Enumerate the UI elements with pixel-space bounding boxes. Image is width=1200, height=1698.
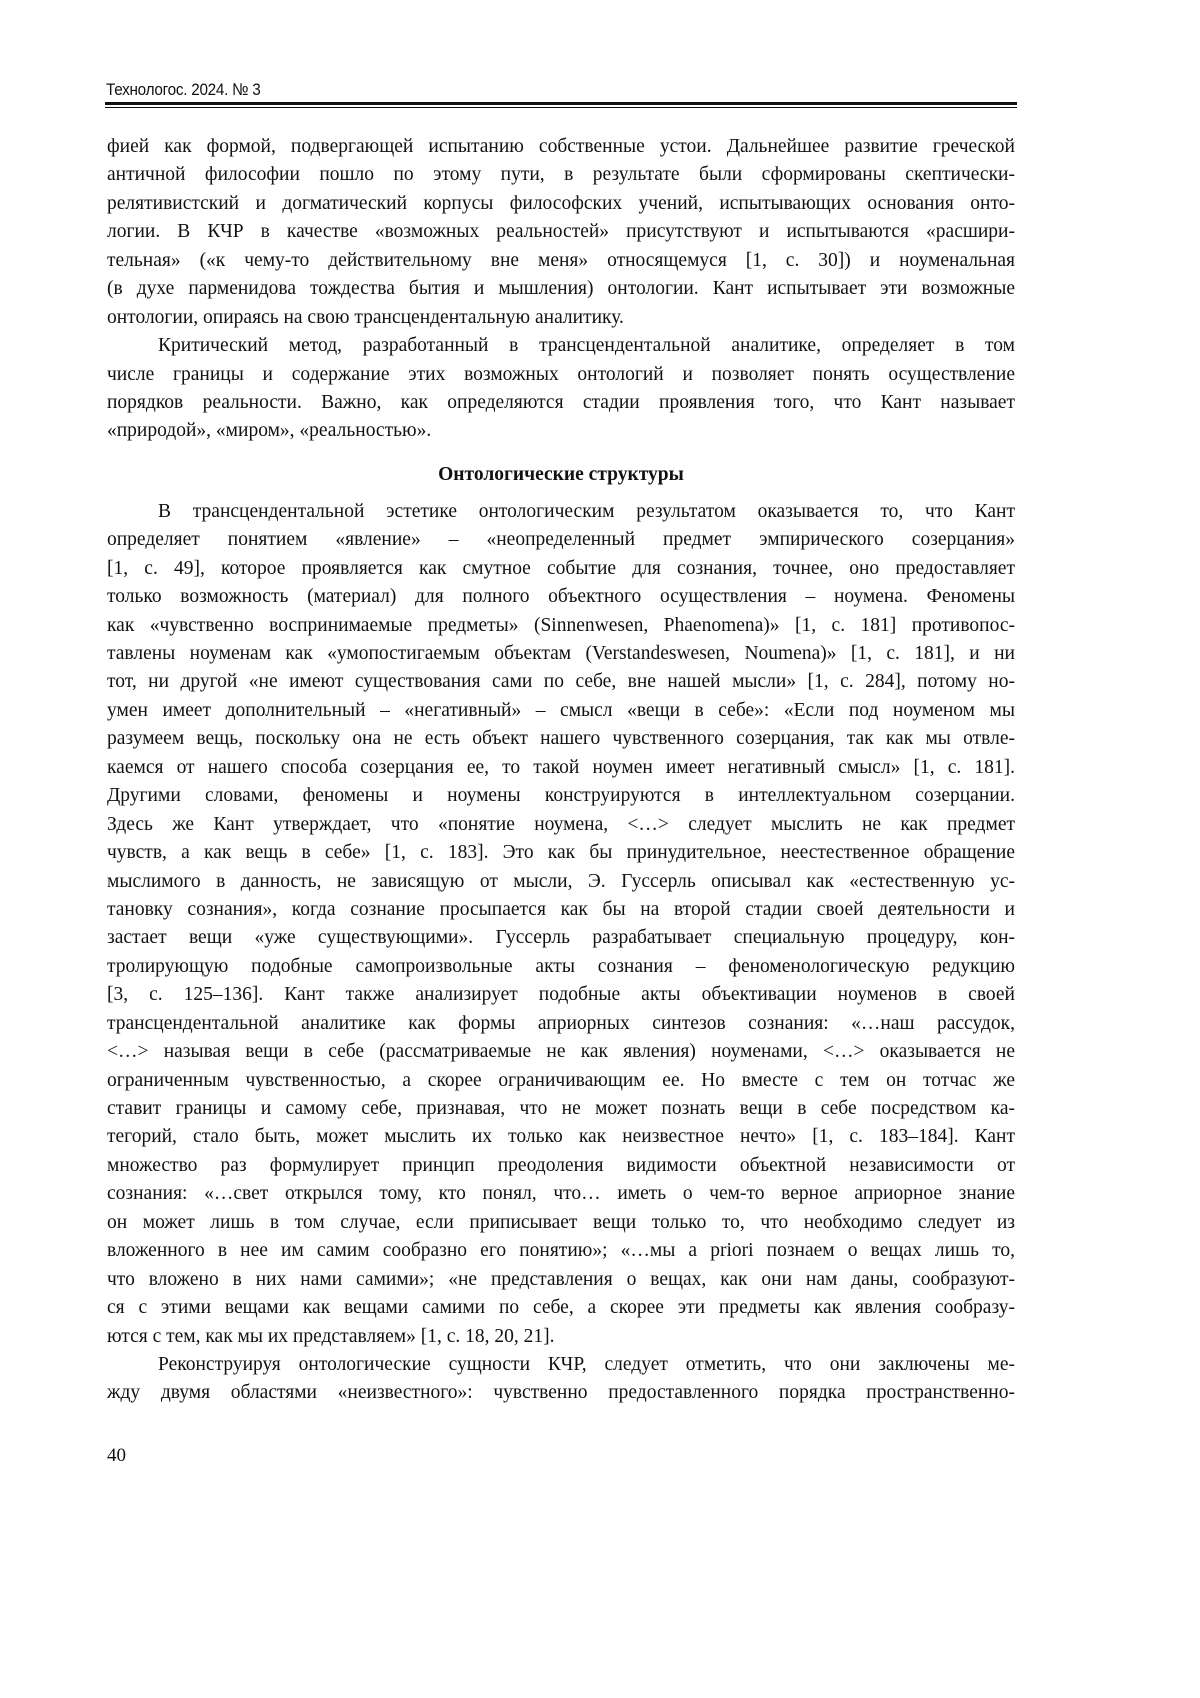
running-header: Технологос. 2024. № 3: [106, 80, 260, 100]
text-line: [107, 697, 1015, 725]
text-line-content: В трансцендентальной эстетике онтологическим результатом оказывается то, что Кант: [158, 498, 1015, 526]
text-line-content: ограниченным чувственностью, а скорее ограничивающим ее. Но вместе с тем он тотчас же: [107, 1067, 1015, 1095]
text-line: [107, 612, 1015, 640]
text-line-content: только возможность (материал) для полного объектного осуществления – ноумена. Феномены: [107, 583, 1015, 611]
text-line-content: античной философии пошло по этому пути, в результате были сформированы скептически-: [107, 161, 1015, 189]
text-line: [107, 868, 1015, 896]
text-line-content: мыслимого в данность, не зависящую от мысли, Э. Гуссерль описывал как «естественную ус-: [107, 868, 1015, 896]
text-line: [107, 1351, 1015, 1379]
article-body: [107, 133, 1015, 1408]
text-line: [107, 1237, 1015, 1265]
text-line-content: каемся от нашего способа созерцания ее, то такой ноумен имеет негативный смысл» [1, с. 181].: [107, 754, 1015, 782]
text-line: [107, 133, 1015, 161]
text-line-content: тельная» («к чему-то действительному вне меня» относящемуся [1, с. 30]) и ноуменальная: [107, 247, 1015, 275]
text-line: [107, 1038, 1015, 1066]
text-line: [107, 304, 1015, 332]
text-line-content: фией как формой, подвергающей испытанию собственные устои. Дальнейшее развитие греческой: [107, 133, 1015, 161]
paragraph: [107, 498, 1015, 1351]
text-line: [107, 1123, 1015, 1151]
text-line: [107, 332, 1015, 360]
text-line: [107, 555, 1015, 583]
text-line: [107, 1180, 1015, 1208]
text-line-content: определяет понятием «явление» – «неопределенный предмет эмпирического созерцания»: [107, 526, 1015, 554]
text-line: [107, 1294, 1015, 1322]
text-line-content: [1, с. 49], которое проявляется как смутное событие для сознания, точнее, оно предоставляет: [107, 555, 1015, 583]
text-line: [107, 725, 1015, 753]
text-line: [107, 754, 1015, 782]
text-line: [107, 640, 1015, 668]
text-line-content: <…> называя вещи в себе (рассматриваемые не как явления) ноуменами, <…> оказывается не: [107, 1038, 1015, 1066]
text-line-content: ются с тем, как мы их представляем» [1, с. 18, 20, 21].: [107, 1323, 555, 1351]
text-line: [107, 953, 1015, 981]
text-line-content: числе границы и содержание этих возможных онтологий и позволяет понять осуществление: [107, 361, 1015, 389]
text-line: [107, 782, 1015, 810]
header-rule-thick: [105, 102, 1017, 105]
section-heading: Онтологические структуры: [107, 451, 1015, 498]
text-line-content: ставит границы и самому себе, признавая, что не может познать вещи в себе посредством ка-: [107, 1095, 1015, 1123]
text-line-content: Реконструируя онтологические сущности КЧР, следует отметить, что они заключены ме-: [158, 1351, 1015, 1379]
text-line: [107, 1266, 1015, 1294]
text-line: [107, 1323, 1015, 1351]
text-line: [107, 1209, 1015, 1237]
text-line-content: тегорий, стало быть, может мыслить их только как неизвестное нечто» [1, с. 183–184]. Кант: [107, 1123, 1015, 1151]
page-number: 40: [107, 1445, 126, 1467]
text-line-content: разумеем вещь, поскольку она не есть объект нашего чувственного созерцания, так как мы отвле-: [107, 725, 1015, 753]
text-line-content: трансцендентальной аналитике как формы априорных синтезов сознания: «…наш рассудок,: [107, 1010, 1015, 1038]
text-line-content: порядков реальности. Важно, как определяются стадии проявления того, что Кант называет: [107, 389, 1015, 417]
text-line-content: застает вещи «уже существующими». Гуссерль разрабатывает специальную процедуру, кон-: [107, 924, 1015, 952]
text-line: [107, 896, 1015, 924]
text-line: [107, 981, 1015, 1009]
paragraph: [107, 332, 1015, 446]
text-line-content: множество раз формулирует принцип преодоления видимости объектной независимости от: [107, 1152, 1015, 1180]
text-line: [107, 498, 1015, 526]
text-line: [107, 161, 1015, 189]
text-line: [107, 1067, 1015, 1095]
text-line: [107, 668, 1015, 696]
text-line-content: умен имеет дополнительный – «негативный» – смысл «вещи в себе»: «Если под ноуменом мы: [107, 697, 1015, 725]
text-line-content: Здесь же Кант утверждает, что «понятие ноумена, <…> следует мыслить не как предмет: [107, 811, 1015, 839]
text-line-content: он может лишь в том случае, если приписывает вещи только то, что необходимо следует из: [107, 1209, 1015, 1237]
text-line-content: тавлены ноуменам как «умопостигаемым объектам (Verstandeswesen, Noumena)» [1, с. 181], и ни: [107, 640, 1015, 668]
text-line-content: логии. В КЧР в качестве «возможных реальностей» присутствуют и испытываются «расшири-: [107, 218, 1015, 246]
text-line-content: тролирующую подобные самопроизвольные акты сознания – феноменологическую редукцию: [107, 953, 1015, 981]
text-line-content: как «чувственно воспринимаемые предметы» (Sinnenwesen, Phaenomena)» [1, с. 181] противопос-: [107, 612, 1015, 640]
text-line-content: сознания: «…свет открылся тому, кто понял, что… иметь о чем-то верное априорное знание: [107, 1180, 1015, 1208]
text-line: [107, 924, 1015, 952]
text-line-content: тот, ни другой «не имеют существования сами по себе, вне нашей мысли» [1, с. 284], потому но-: [107, 668, 1015, 696]
text-line-content: онтологии, опираясь на свою трансцендентальную аналитику.: [107, 304, 624, 332]
text-line: [107, 389, 1015, 417]
text-line: [107, 583, 1015, 611]
text-line-content: Критический метод, разработанный в трансцендентальной аналитике, определяет в том: [158, 332, 1015, 360]
text-line-content: чувств, а как вещь в себе» [1, с. 183]. Это как бы принудительное, неестественное обращение: [107, 839, 1015, 867]
text-line-content: «природой», «миром», «реальностью».: [107, 417, 431, 445]
text-line: [107, 417, 1015, 445]
text-line: [107, 1010, 1015, 1038]
text-line: [107, 247, 1015, 275]
text-line: [107, 190, 1015, 218]
text-line: [107, 1152, 1015, 1180]
text-line: [107, 361, 1015, 389]
text-line: [107, 1095, 1015, 1123]
text-line-content: вложенного в нее им самим сообразно его понятию»; «…мы a priori познаем о вещах лишь то,: [107, 1237, 1015, 1265]
text-line: [107, 1379, 1015, 1407]
text-line-content: жду двумя областями «неизвестного»: чувственно предоставленного порядка пространственно-: [107, 1379, 1015, 1407]
paragraph: [107, 1351, 1015, 1408]
text-line-content: (в духе парменидова тождества бытия и мышления) онтологии. Кант испытывает эти возможные: [107, 275, 1015, 303]
text-line-content: релятивистский и догматический корпусы философских учений, испытывающих основания онто-: [107, 190, 1015, 218]
text-line: [107, 526, 1015, 554]
text-line-content: что вложено в них нами самими»; «не представления о вещах, как они нам даны, сообразуют-: [107, 1266, 1015, 1294]
text-line-content: тановку сознания», когда сознание просыпается как бы на второй стадии своей деятельности и: [107, 896, 1015, 924]
text-line-content: ся с этими вещами как вещами самими по себе, а скорее эти предметы как явления сообразу-: [107, 1294, 1015, 1322]
text-line-content: Другими словами, феномены и ноумены конструируются в интеллектуальном созерцании.: [107, 782, 1015, 810]
text-line: [107, 839, 1015, 867]
paragraph: [107, 133, 1015, 332]
text-line: [107, 275, 1015, 303]
text-line: [107, 218, 1015, 246]
header-rule-thin: [105, 107, 1017, 108]
text-line-content: [3, с. 125–136]. Кант также анализирует подобные акты объективации ноуменов в своей: [107, 981, 1015, 1009]
text-line: [107, 811, 1015, 839]
